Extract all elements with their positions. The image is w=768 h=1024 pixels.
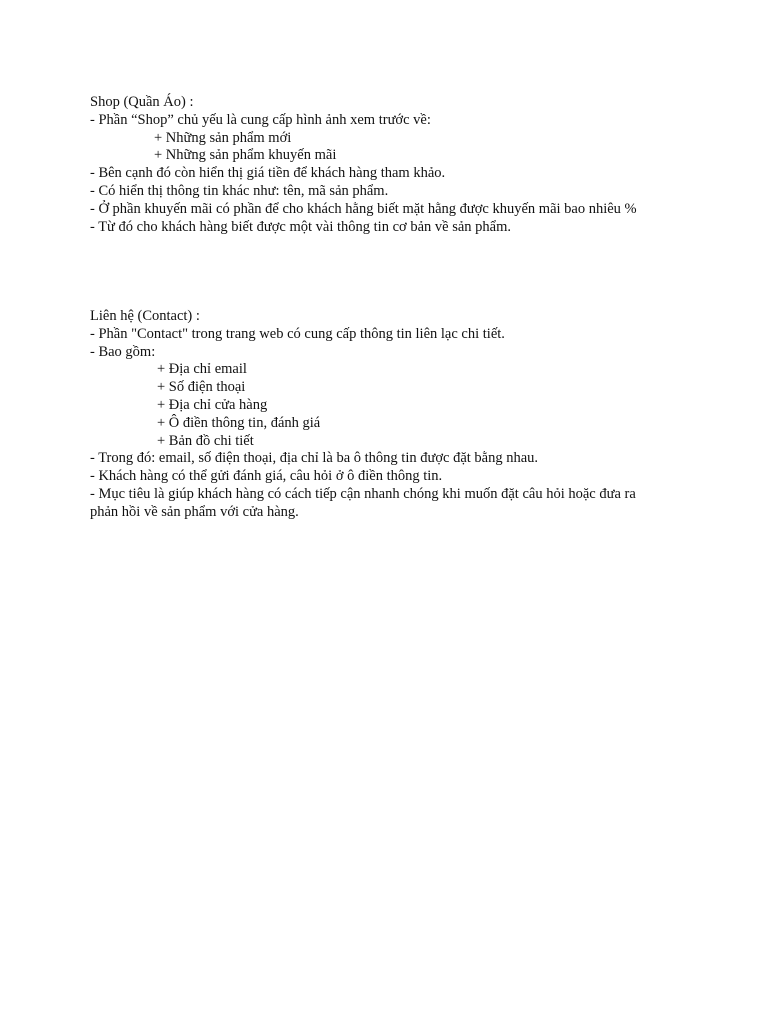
contact-sub-item: + Địa chỉ email — [157, 361, 247, 378]
contact-point: - Mục tiêu là giúp khách hàng có cách tiếp cận nhanh chóng khi muốn đặt câu hỏi hoặc đưa ra phản hồi về sản phẩm với cửa hàng. — [90, 485, 636, 520]
shop-sub-item: + Những sản phẩm khuyến mãi — [154, 147, 337, 164]
shop-point: - Từ đó cho khách hàng biết được một vài thông tin cơ bản về sản phẩm. — [90, 218, 511, 235]
contact-sub-item: + Bản đồ chi tiết — [157, 432, 254, 449]
shop-sub-item: + Những sản phẩm mới — [154, 129, 292, 146]
contact-sub-item: + Số điện thoại — [157, 379, 246, 396]
shop-section — [90, 94, 680, 236]
shop-point: - Bên cạnh đó còn hiển thị giá tiền để khách hàng tham khảo. — [90, 165, 446, 182]
contact-sub-item: + Địa chỉ cửa hàng — [157, 396, 268, 413]
contact-intro: - Phần "Contact" trong trang web có cung cấp thông tin liên lạc chi tiết. — [90, 325, 505, 342]
shop-intro: - Phần “Shop” chủ yếu là cung cấp hình ảnh xem trước về: — [90, 111, 431, 128]
contact-includes-label: - Bao gồm: — [90, 343, 156, 360]
shop-point: - Có hiển thị thông tin khác như: tên, mã sản phẩm. — [90, 182, 389, 199]
contact-point: - Khách hàng có thể gửi đánh giá, câu hỏi ở ô điền thông tin. — [90, 468, 443, 485]
contact-sub-item: + Ô điền thông tin, đánh giá — [157, 414, 321, 431]
contact-point: - Trong đó: email, số điện thoại, địa chỉ là ba ô thông tin được đặt bằng nhau. — [90, 450, 539, 467]
contact-heading: Liên hệ (Contact) : — [90, 308, 200, 324]
shop-point: - Ở phần khuyến mãi có phần để cho khách hằng biết mặt hằng được khuyến mãi bao nhiêu % — [90, 200, 637, 217]
contact-section — [90, 308, 680, 522]
shop-heading: Shop (Quần Áo) : — [90, 94, 194, 110]
